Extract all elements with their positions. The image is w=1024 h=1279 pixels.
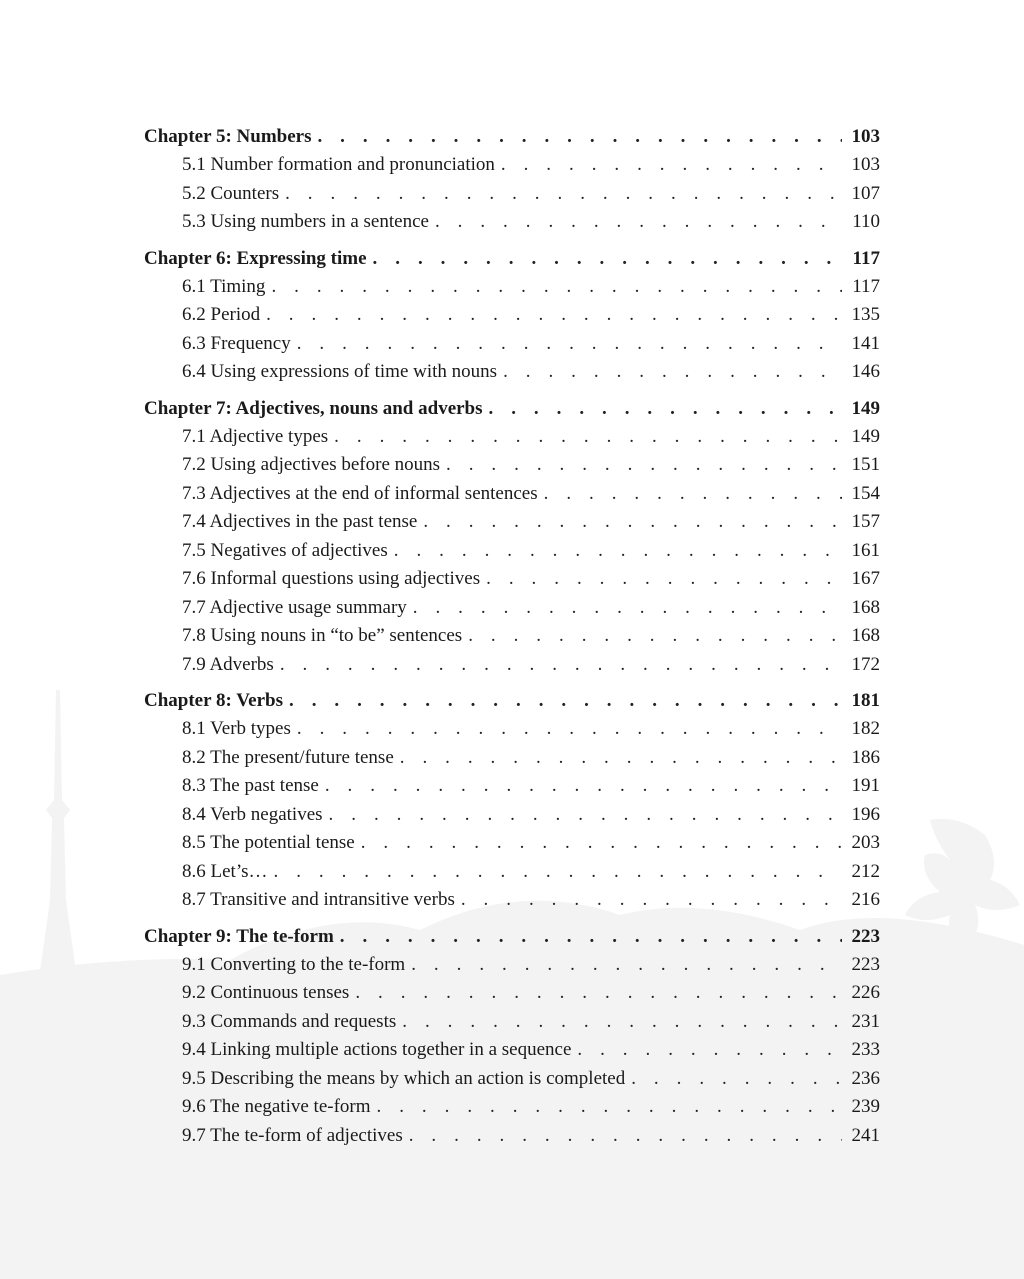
section-entry[interactable] [144,651,880,680]
section-page-number: 149 [851,425,880,447]
dot-leader [468,622,842,651]
section-page-number: 241 [851,1124,880,1146]
section-title: 6.3 Frequency [182,332,291,354]
dot-leader [400,744,842,773]
dot-leader [377,1093,842,1122]
dot-leader [503,358,842,387]
section-entry[interactable] [144,480,880,509]
dot-leader [486,565,842,594]
section-title: 7.4 Adjectives in the past tense [182,511,418,532]
section-title: 7.6 Informal questions using adjectives [182,568,481,589]
chapter-title: Chapter 7: Adjectives, nouns and adverbs [144,397,483,419]
dot-leader [409,1122,842,1151]
dot-leader [544,480,842,509]
section-entry[interactable] [144,1065,880,1094]
section-page-number: 223 [851,953,880,975]
chapter-entry[interactable] [144,686,880,715]
section-title: 8.4 Verb negatives [182,803,323,825]
dot-leader [271,273,842,302]
section-title: 8.5 The potential tense [182,832,355,853]
section-title: 8.3 The past tense [182,775,319,796]
section-title: 9.2 Continuous tenses [182,982,350,1003]
section-entry[interactable] [144,886,880,915]
dot-leader [373,244,842,273]
section-entry[interactable] [144,537,880,566]
section-title: 7.1 Adjective types [182,425,329,447]
section-title: 8.6 Let’s… [182,860,268,882]
dot-leader [631,1065,842,1094]
section-title: 9.3 Commands and requests [182,1010,397,1032]
section-page-number: 110 [852,211,880,232]
section-entry[interactable] [144,180,880,209]
chapter-group [144,394,880,680]
section-title: 7.3 Adjectives at the end of informal sentences [182,482,538,504]
dot-leader [340,922,842,951]
section-page-number: 231 [851,1010,880,1032]
section-entry[interactable] [144,1122,880,1151]
section-title: 9.5 Describing the means by which an action is completed [182,1067,626,1089]
section-entry[interactable] [144,451,880,480]
section-title: 8.7 Transitive and intransitive verbs [182,889,455,910]
section-title: 6.4 Using expressions of time with nouns [182,361,498,382]
section-page-number: 146 [851,361,880,382]
section-entry[interactable] [144,301,880,330]
section-page-number: 161 [851,539,880,561]
section-entry[interactable] [144,330,880,359]
section-page-number: 172 [851,653,880,675]
dot-leader [325,772,842,801]
section-title: 6.2 Period [182,304,261,325]
dot-leader [317,122,842,151]
dot-leader [446,451,842,480]
section-entry[interactable] [144,979,880,1008]
section-entry[interactable] [144,772,880,801]
chapter-page-number: 223 [851,925,880,947]
section-title: 9.7 The te-form of adjectives [182,1124,403,1146]
section-title: 6.1 Timing [182,275,266,297]
chapter-entry[interactable] [144,394,880,423]
section-page-number: 157 [851,511,880,532]
chapter-title: Chapter 8: Verbs [144,690,283,711]
dot-leader [361,829,842,858]
section-page-number: 196 [851,803,880,825]
section-title: 8.1 Verb types [182,718,291,739]
section-page-number: 103 [851,154,880,175]
dot-leader [411,951,842,980]
section-entry[interactable] [144,622,880,651]
dot-leader [402,1008,842,1037]
section-title: 5.2 Counters [182,182,280,204]
dot-leader [413,594,842,623]
chapter-group [144,686,880,915]
section-title: 7.8 Using nouns in “to be” sentences [182,625,463,646]
chapter-entry[interactable] [144,122,880,151]
section-title: 7.5 Negatives of adjectives [182,539,388,561]
section-entry[interactable] [144,565,880,594]
table-of-contents [144,122,880,1150]
chapter-page-number: 103 [851,126,880,147]
section-entry[interactable] [144,715,880,744]
section-page-number: 239 [851,1096,880,1117]
section-title: 7.7 Adjective usage summary [182,596,407,618]
section-entry[interactable] [144,423,880,452]
section-page-number: 135 [851,304,880,325]
dot-leader [266,301,842,330]
section-entry[interactable] [144,951,880,980]
section-page-number: 216 [851,889,880,910]
dot-leader [297,715,842,744]
dot-leader [334,423,842,452]
section-page-number: 167 [851,568,880,589]
section-page-number: 107 [851,182,880,204]
section-entry[interactable] [144,508,880,537]
chapter-title: Chapter 6: Expressing time [144,247,367,269]
section-entry[interactable] [144,273,880,302]
section-title: 7.2 Using adjectives before nouns [182,454,441,475]
section-entry[interactable] [144,1008,880,1037]
section-entry[interactable] [144,1093,880,1122]
section-page-number: 168 [851,625,880,646]
section-entry[interactable] [144,744,880,773]
chapter-group [144,922,880,1151]
section-title: 8.2 The present/future tense [182,746,394,768]
chapter-group [144,244,880,387]
dot-leader [285,180,842,209]
section-entry[interactable] [144,208,880,237]
section-title: 9.4 Linking multiple actions together in a sequence [182,1039,572,1060]
section-entry[interactable] [144,1036,880,1065]
dot-leader [355,979,842,1008]
dot-leader [297,330,842,359]
chapter-group [144,122,880,237]
section-entry[interactable] [144,594,880,623]
section-page-number: 141 [851,332,880,354]
dot-leader [394,537,842,566]
section-entry[interactable] [144,829,880,858]
tower-silhouette [36,690,80,1000]
section-title: 5.3 Using numbers in a sentence [182,211,429,232]
section-page-number: 191 [851,775,880,796]
section-entry[interactable] [144,858,880,887]
chapter-title: Chapter 5: Numbers [144,126,312,147]
dot-leader [274,858,843,887]
chapter-entry[interactable] [144,244,880,273]
section-page-number: 203 [851,832,880,853]
section-title: 9.6 The negative te-form [182,1096,371,1117]
section-page-number: 117 [852,275,880,297]
section-page-number: 233 [851,1039,880,1060]
section-title: 5.1 Number formation and pronunciation [182,154,495,175]
dot-leader [501,151,842,180]
dot-leader [329,801,842,830]
section-page-number: 186 [851,746,880,768]
dot-leader [289,686,842,715]
section-entry[interactable] [144,151,880,180]
chapter-page-number: 149 [851,397,880,419]
section-page-number: 236 [851,1067,880,1089]
chapter-page-number: 181 [851,690,880,711]
section-entry[interactable] [144,358,880,387]
dot-leader [423,508,842,537]
chapter-title: Chapter 9: The te-form [144,925,334,947]
section-page-number: 168 [851,596,880,618]
dot-leader [461,886,842,915]
section-page-number: 154 [851,482,880,504]
section-title: 7.9 Adverbs [182,653,274,675]
section-page-number: 226 [851,982,880,1003]
section-title: 9.1 Converting to the te-form [182,953,406,975]
dot-leader [577,1036,842,1065]
section-page-number: 151 [851,454,880,475]
section-page-number: 212 [851,860,880,882]
dot-leader [435,208,842,237]
chapter-page-number: 117 [852,247,880,269]
section-entry[interactable] [144,801,880,830]
dot-leader [280,651,842,680]
section-page-number: 182 [851,718,880,739]
dot-leader [489,394,842,423]
chapter-entry[interactable] [144,922,880,951]
